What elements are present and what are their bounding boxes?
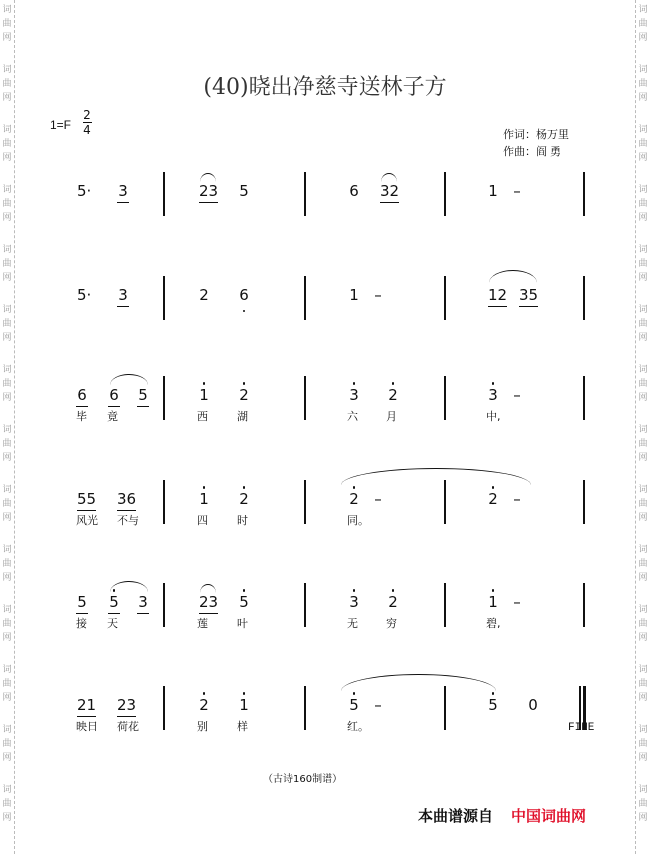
- watermark-char: 网: [638, 393, 648, 403]
- note: 5·: [77, 182, 92, 200]
- watermark-char: 网: [2, 693, 12, 703]
- watermark-char: 词: [2, 185, 12, 195]
- note: 5: [486, 696, 500, 714]
- watermark-char: 曲: [2, 559, 12, 569]
- meter-bottom: 4: [83, 123, 91, 137]
- lyric: 天: [107, 617, 118, 630]
- barline: [304, 583, 306, 627]
- note-group: 23: [117, 696, 137, 714]
- barline: [163, 480, 165, 524]
- watermark-char: 曲: [2, 139, 12, 149]
- watermark-char: 曲: [638, 139, 648, 149]
- lyric: 月: [386, 410, 397, 423]
- note: 2: [237, 490, 251, 508]
- barline: [304, 172, 306, 216]
- watermark-char: 曲: [2, 19, 12, 29]
- watermark-char: 曲: [638, 79, 648, 89]
- watermark-char: 曲: [2, 439, 12, 449]
- watermark-char: 网: [2, 573, 12, 583]
- watermark-char: 网: [638, 453, 648, 463]
- note: 1: [197, 386, 211, 404]
- note-group: 12: [488, 286, 508, 304]
- watermark-char: 词: [638, 245, 648, 255]
- watermark-char: 曲: [2, 739, 12, 749]
- watermark-char: 曲: [638, 739, 648, 749]
- score-line-5: [0, 593, 650, 683]
- source-line: [418, 805, 586, 826]
- note-group: 23: [199, 593, 219, 611]
- watermark-char: 词: [2, 605, 12, 615]
- watermark-char: 曲: [638, 679, 648, 689]
- key-signature: 1=F: [50, 118, 72, 132]
- slur: [110, 581, 148, 592]
- watermark-char: 曲: [2, 619, 12, 629]
- watermark-char: 词: [2, 545, 12, 555]
- watermark-char: 曲: [2, 79, 12, 89]
- watermark-char: 曲: [2, 379, 12, 389]
- watermark-char: 网: [2, 333, 12, 343]
- meter-top: 2: [83, 108, 91, 122]
- note: 6: [75, 386, 89, 404]
- source-site-link[interactable]: 中国词曲网: [511, 807, 587, 825]
- watermark-char: 网: [638, 573, 648, 583]
- watermark-char: 网: [638, 93, 648, 103]
- note: 5: [347, 696, 361, 714]
- barline: [583, 276, 585, 320]
- watermark-char: 曲: [638, 319, 648, 329]
- lyric: 叶: [237, 617, 248, 630]
- watermark-char: 网: [2, 393, 12, 403]
- note: 5: [75, 593, 89, 611]
- barline: [304, 276, 306, 320]
- lyric: 西: [197, 410, 208, 423]
- composer-credit: 作曲：阎 勇: [503, 146, 562, 158]
- barline: [444, 480, 446, 524]
- note: 3: [347, 593, 361, 611]
- dash: –: [513, 490, 521, 508]
- lyric: 碧,: [486, 617, 501, 630]
- dash: –: [374, 286, 382, 304]
- lyric: 穷: [386, 617, 397, 630]
- watermark-char: 网: [2, 453, 12, 463]
- barline: [304, 686, 306, 730]
- footnote: （古诗160制谱）: [263, 774, 343, 785]
- barline: [583, 172, 585, 216]
- barline: [444, 276, 446, 320]
- note: 1: [237, 696, 251, 714]
- watermark-char: 曲: [2, 319, 12, 329]
- rest: 0: [528, 696, 538, 714]
- time-signature: [82, 108, 92, 137]
- barline: [163, 583, 165, 627]
- note: 2: [347, 490, 361, 508]
- watermark-char: 曲: [638, 559, 648, 569]
- note: 3: [347, 386, 361, 404]
- note: 6: [349, 182, 359, 200]
- lyricist-credit: 作词：杨万里: [503, 129, 569, 141]
- lyric: 不与: [117, 514, 139, 527]
- source-label: 本曲谱源自: [418, 807, 494, 825]
- slur: [200, 173, 216, 182]
- lyric: 毕: [76, 410, 87, 423]
- watermark-char: 曲: [2, 679, 12, 689]
- watermark-char: 词: [638, 725, 648, 735]
- watermark-char: 词: [2, 665, 12, 675]
- note: 5: [237, 593, 251, 611]
- lyric: 无: [347, 617, 358, 630]
- watermark-char: 词: [638, 185, 648, 195]
- note: 1: [486, 593, 500, 611]
- barline: [583, 583, 585, 627]
- watermark-char: 网: [2, 33, 12, 43]
- watermark-char: 网: [2, 273, 12, 283]
- lyric: 莲: [197, 617, 208, 630]
- watermark-char: 曲: [638, 619, 648, 629]
- note: 2: [386, 386, 400, 404]
- watermark-char: 词: [638, 365, 648, 375]
- fine-mark: FINE: [568, 722, 595, 734]
- note: 2: [237, 386, 251, 404]
- watermark-char: 网: [638, 333, 648, 343]
- lyric: 中,: [486, 410, 501, 423]
- barline: [444, 376, 446, 420]
- note: 3: [116, 182, 130, 200]
- watermark-char: 网: [638, 633, 648, 643]
- watermark-char: 词: [638, 425, 648, 435]
- watermark-char: 词: [2, 65, 12, 75]
- watermark-char: 词: [2, 5, 12, 15]
- score-line-2: [0, 286, 650, 376]
- watermark-char: 词: [638, 605, 648, 615]
- song-title: (40)晓出净慈寺送林子方: [203, 75, 447, 100]
- watermark-char: 词: [2, 305, 12, 315]
- note: 5: [136, 386, 150, 404]
- barline: [444, 686, 446, 730]
- watermark-char: 词: [638, 5, 648, 15]
- watermark-char: 词: [638, 125, 648, 135]
- note: 5: [107, 593, 121, 611]
- watermark-char: 网: [638, 153, 648, 163]
- note: 2: [486, 490, 500, 508]
- barline: [583, 480, 585, 524]
- note: 2: [386, 593, 400, 611]
- lyric: 竟: [107, 410, 118, 423]
- watermark-char: 曲: [2, 499, 12, 509]
- watermark-char: 网: [2, 93, 12, 103]
- barline: [583, 376, 585, 420]
- note: 2: [199, 286, 209, 304]
- watermark-char: 网: [2, 813, 12, 823]
- watermark-char: 曲: [2, 199, 12, 209]
- watermark-char: 网: [638, 693, 648, 703]
- barline: [444, 172, 446, 216]
- watermark-char: 词: [638, 65, 648, 75]
- note-group: 35: [519, 286, 539, 304]
- note: 6: [237, 286, 251, 304]
- watermark-char: 曲: [638, 799, 648, 809]
- slur: [381, 173, 397, 182]
- barline: [163, 276, 165, 320]
- watermark-char: 曲: [638, 199, 648, 209]
- lyric: 红。: [347, 720, 369, 733]
- watermark-char: 曲: [638, 19, 648, 29]
- lyric: 映日: [76, 720, 98, 733]
- watermark-char: 网: [638, 273, 648, 283]
- lyric: 样: [237, 720, 248, 733]
- dash: –: [513, 386, 521, 404]
- watermark-char: 曲: [2, 259, 12, 269]
- note-group: 32: [380, 182, 400, 200]
- note-group: 23: [199, 182, 219, 200]
- note-group: 55: [77, 490, 97, 508]
- lyric: 荷花: [117, 720, 139, 733]
- barline: [163, 376, 165, 420]
- watermark-char: 网: [638, 753, 648, 763]
- watermark-char: 曲: [638, 499, 648, 509]
- watermark-char: 曲: [638, 379, 648, 389]
- score-line-3: [0, 386, 650, 476]
- note: 3: [136, 593, 150, 611]
- dash: –: [374, 696, 382, 714]
- lyric: 同。: [347, 514, 369, 527]
- watermark-char: 曲: [638, 259, 648, 269]
- score-line-1: [0, 182, 650, 272]
- note: 3: [486, 386, 500, 404]
- watermark-char: 词: [638, 545, 648, 555]
- watermark-char: 网: [2, 513, 12, 523]
- lyric: 别: [197, 720, 208, 733]
- watermark-char: 网: [638, 813, 648, 823]
- barline: [163, 172, 165, 216]
- lyric: 风光: [76, 514, 98, 527]
- note: 1: [488, 182, 498, 200]
- note: 3: [116, 286, 130, 304]
- watermark-char: 词: [638, 485, 648, 495]
- watermark-char: 词: [2, 425, 12, 435]
- watermark-char: 曲: [2, 799, 12, 809]
- watermark-char: 词: [638, 785, 648, 795]
- watermark-char: 网: [638, 513, 648, 523]
- note-group: 36: [117, 490, 137, 508]
- watermark-char: 网: [638, 33, 648, 43]
- barline: [163, 686, 165, 730]
- note: 1: [349, 286, 359, 304]
- note-group: 21: [77, 696, 97, 714]
- watermark-char: 网: [638, 213, 648, 223]
- watermark-char: 词: [2, 725, 12, 735]
- barline: [304, 480, 306, 524]
- note: 1: [197, 490, 211, 508]
- dash: –: [513, 593, 521, 611]
- note: 2: [197, 696, 211, 714]
- lyric: 接: [76, 617, 87, 630]
- slur: [200, 584, 216, 593]
- watermark-char: 词: [638, 665, 648, 675]
- watermark-char: 网: [2, 753, 12, 763]
- watermark-char: 词: [638, 305, 648, 315]
- barline: [304, 376, 306, 420]
- watermark-char: 曲: [638, 439, 648, 449]
- lyric: 湖: [237, 410, 248, 423]
- watermark-char: 网: [2, 213, 12, 223]
- lyric: 时: [237, 514, 248, 527]
- watermark-char: 词: [2, 485, 12, 495]
- watermark-char: 词: [2, 365, 12, 375]
- watermark-char: 词: [2, 125, 12, 135]
- lyric: 四: [197, 514, 208, 527]
- dash: –: [374, 490, 382, 508]
- note: 5·: [77, 286, 92, 304]
- watermark-char: 网: [2, 153, 12, 163]
- note: 6: [107, 386, 121, 404]
- lyric: 六: [347, 410, 358, 423]
- watermark-char: 网: [2, 633, 12, 643]
- watermark-char: 词: [2, 785, 12, 795]
- note: 5: [239, 182, 249, 200]
- dash: –: [513, 182, 521, 200]
- score-line-4: [0, 490, 650, 580]
- watermark-char: 词: [2, 245, 12, 255]
- barline: [444, 583, 446, 627]
